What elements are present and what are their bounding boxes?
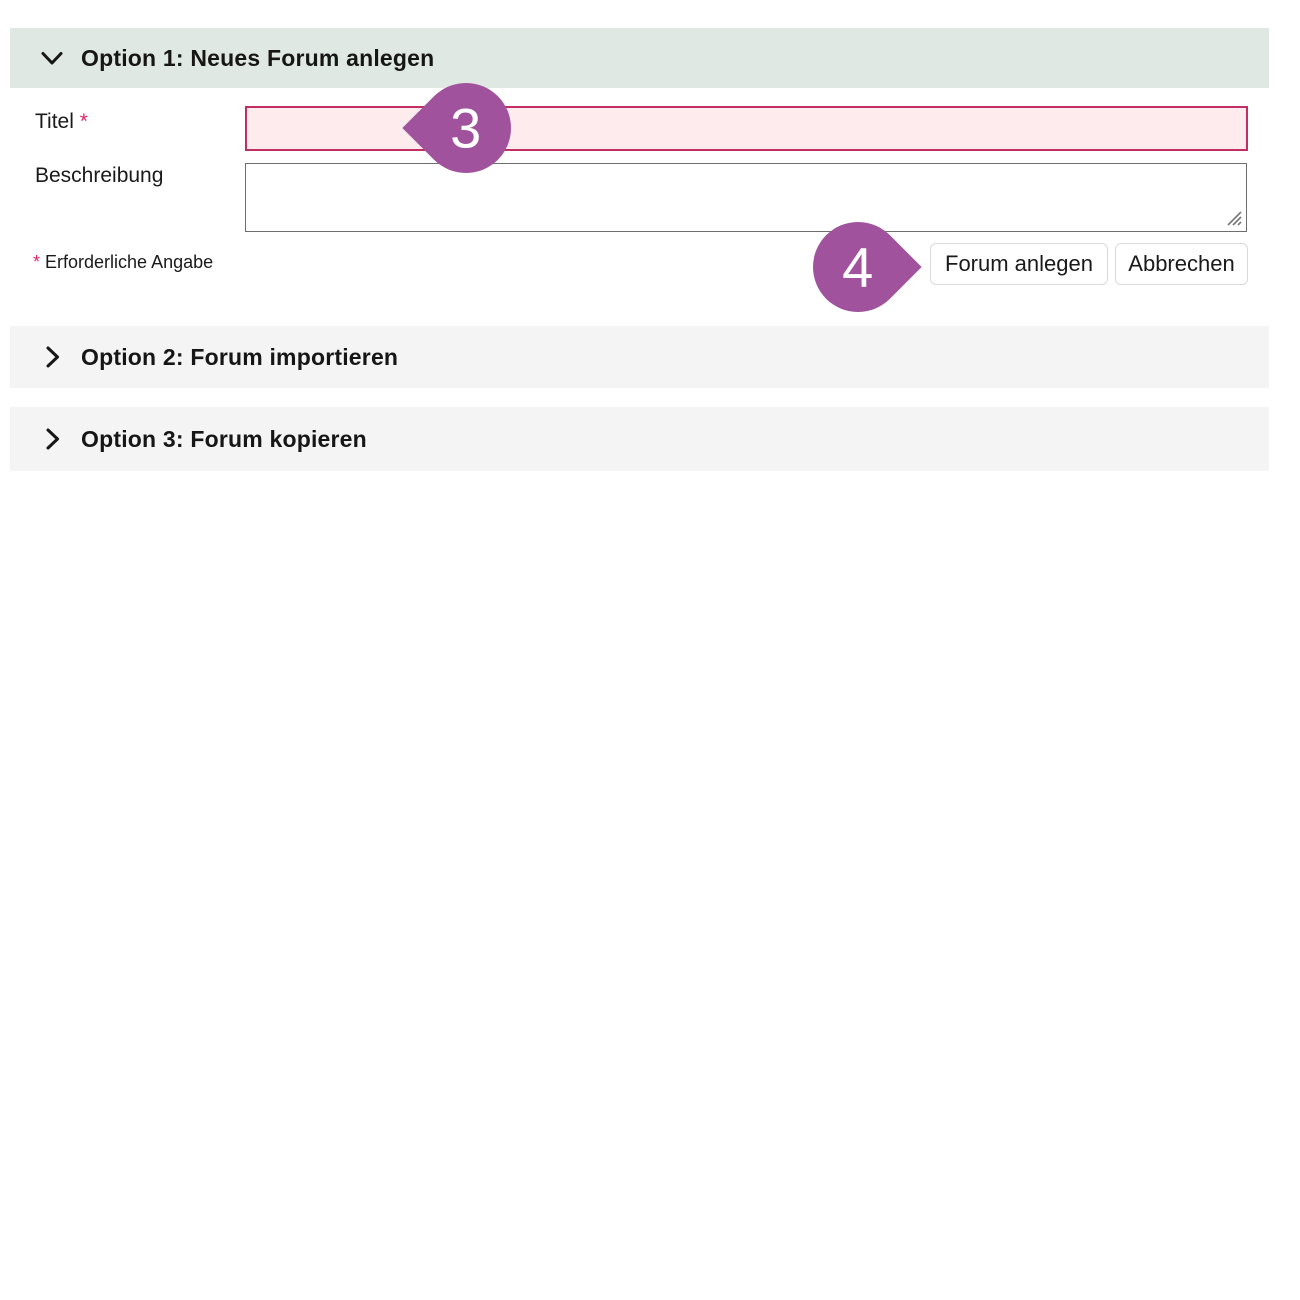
abbrechen-button[interactable]: Abbrechen <box>1115 243 1248 285</box>
chevron-down-icon <box>38 44 66 72</box>
accordion-section-option2[interactable] <box>10 326 1269 388</box>
section-title-option3: Option 3: Forum kopieren <box>81 425 367 452</box>
accordion-section-option3[interactable] <box>10 407 1269 471</box>
accordion-section-option1[interactable] <box>10 28 1269 88</box>
title-label-text: Titel <box>35 110 74 133</box>
description-field-label <box>35 164 163 188</box>
description-textarea[interactable] <box>245 163 1247 232</box>
title-field-label <box>35 110 88 134</box>
annotation-marker-3-number: 3 <box>450 96 482 159</box>
required-note-text: Erforderliche Angabe <box>45 252 214 272</box>
description-label-text: Beschreibung <box>35 164 164 187</box>
required-note-asterisk: * <box>33 252 41 272</box>
required-asterisk: * <box>79 110 88 133</box>
chevron-right-icon <box>38 343 66 371</box>
title-input[interactable] <box>245 106 1248 151</box>
annotation-marker-4-number: 4 <box>842 235 874 298</box>
section-title-option1: Option 1: Neues Forum anlegen <box>81 44 435 71</box>
forum-anlegen-button[interactable]: Forum anlegen <box>930 243 1108 285</box>
section-title-option2: Option 2: Forum importieren <box>81 343 399 370</box>
textarea-resize-handle-icon[interactable] <box>1224 208 1244 228</box>
chevron-right-icon <box>38 425 66 453</box>
required-note <box>33 252 213 273</box>
